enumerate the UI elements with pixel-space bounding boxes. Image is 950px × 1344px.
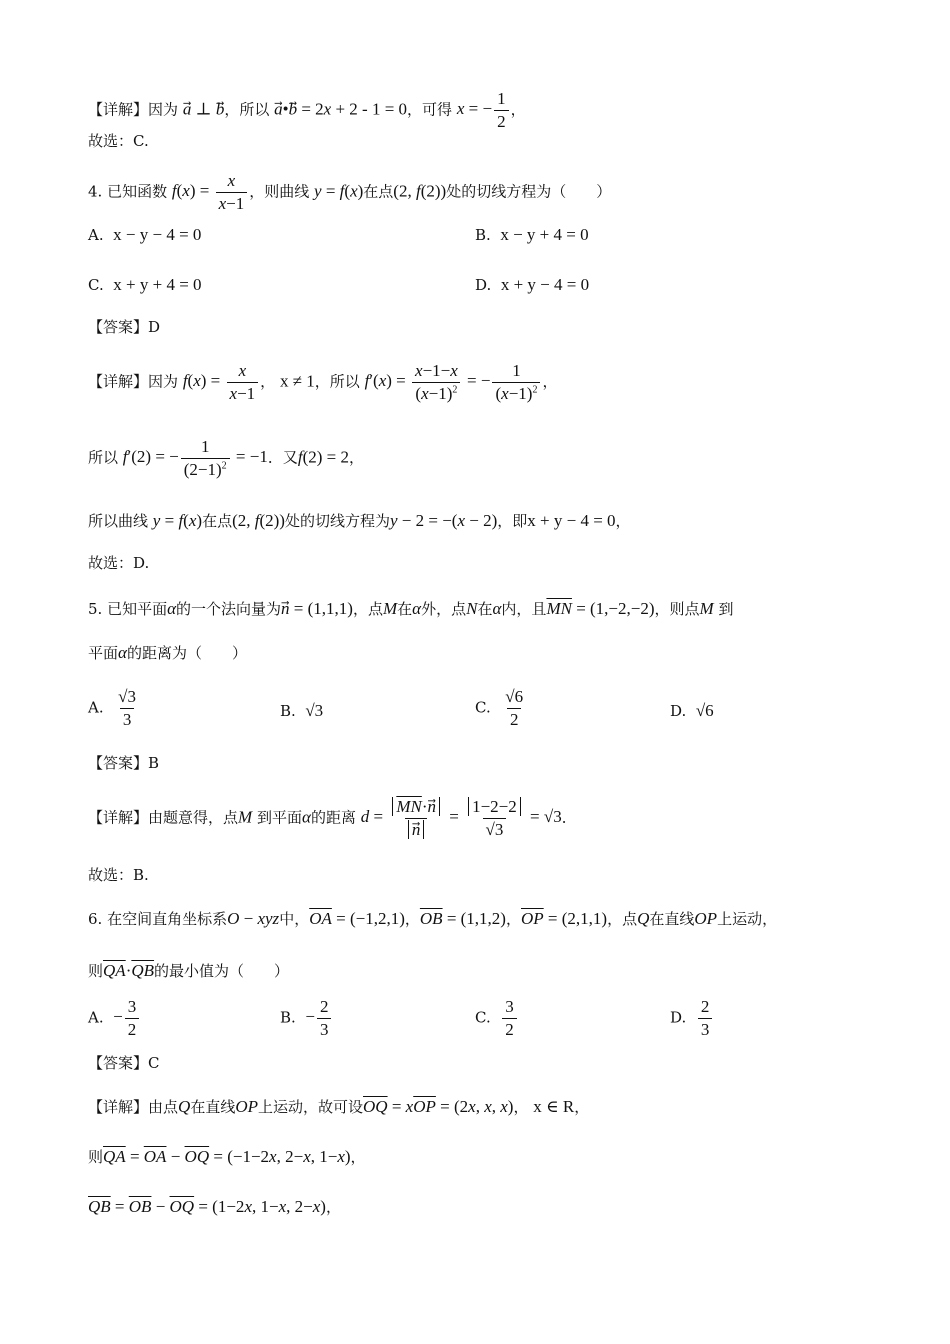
q5-stem-line2: 平面α的距离为（ ） xyxy=(88,643,247,662)
q3-detail-line: 【详解】因为 a⃗ ⊥ b，所以 a⃗•b⃗ = 2x + 2 - 1 = 0，可得 x = − $\frac{1}{2}$ ， xyxy=(88,89,526,131)
q5-conclusion: 故选：B. xyxy=(88,866,149,884)
q5-option-a[interactable]: A. $\frac{√3}{3}$ xyxy=(88,687,136,729)
q3-conclusion: 故选：C. xyxy=(88,132,149,150)
q5-answer: 【答案】B xyxy=(88,754,160,772)
q4-option-a[interactable]: A. x − y − 4 = 0 xyxy=(88,225,202,244)
function-def: f(x) = $\frac{x}{x-1}$ xyxy=(172,181,249,200)
q6-stem: 6. 在空间直角坐标系O − xyz中，$\overline{OA} = (-1,2,1)$，$\overline{OB} = (1,1,2)$，$\overline{OP} = (2,1,1)$，点Q在直线OP上运动， xyxy=(88,909,778,928)
x-solution: x = − $\frac{1}{2}$ xyxy=(457,99,511,118)
q4-detail-line2: 所以 f′(2) = − $\frac{1}{(2-1)^2}$ = −1．又f(2) = 2， xyxy=(88,437,365,479)
q6-answer: 【答案】C xyxy=(88,1054,160,1072)
q5-stem: 5. 已知平面α的一个法向量为n⃗ = (1,1,1)，点M在α外，点N在α内，且$\overline{MN} = (1,-2,-2)$，则点M 到 xyxy=(88,599,734,618)
q4-option-c[interactable]: C. x + y + 4 = 0 xyxy=(88,275,202,294)
q6-option-d[interactable]: D. $\frac{2}{3}$ xyxy=(670,998,714,1039)
derivative-expr: f′(x) = $\frac{x-1-x}{(x-1)^2}$ = − $\frac{1}{(x-1)^2}$ xyxy=(365,371,543,390)
q4-detail-line3: 所以曲线 y = f(x)在点(2, f(2))处的切线方程为y − 2 = −(x − 2)，即x + y − 4 = 0， xyxy=(88,511,631,530)
q4-option-b[interactable]: B. x − y + 4 = 0 xyxy=(475,225,589,244)
q6-option-c[interactable]: C. $\frac{3}{2}$ xyxy=(475,998,519,1039)
q4-answer: 【答案】D xyxy=(88,318,161,336)
q6-option-b[interactable]: B. − $\frac{2}{3}$ xyxy=(280,998,333,1039)
q6-detail-line1: 【详解】由点Q在直线OP上运动，故可设$\overline{OQ} = x\overline{OP} = (2x$, x, x)， x ∈ R， xyxy=(88,1097,590,1116)
q5-option-c[interactable]: C. $\frac{√6}{2}$ xyxy=(475,687,524,729)
q6-detail-line3: $\overline{QB} = \overline{OB} - \overline{OQ} = (1-2x$, 1−x, 2−x)， xyxy=(88,1197,341,1216)
detail-label: 【详解】 xyxy=(88,100,149,119)
q4-option-d[interactable]: D. x + y − 4 = 0 xyxy=(475,275,590,294)
q6-option-a[interactable]: A. − $\frac{3}{2}$ xyxy=(88,998,141,1039)
distance-formula: d = $\frac{\overline{MN}\cdot n}{n}$ = $\frac{1-2-2}{√3}$ = √3 xyxy=(360,797,562,839)
dot-product-expr: a⃗•b⃗ = 2x + 2 - 1 = 0 xyxy=(274,99,408,119)
perp-expr: a⃗ ⊥ b xyxy=(182,99,225,119)
q5-option-b[interactable]: B. √3 xyxy=(280,701,324,720)
q5-option-d[interactable]: D. √6 xyxy=(670,701,714,720)
q6-stem-line2: 则$\overline{QA}\cdot\overline{QB}$的最小值为（ ） xyxy=(88,961,290,980)
q6-detail-line2: 则$\overline{QA} = \overline{OA} - \overline{OQ} = (-1-2x$, 2−x, 1−x)， xyxy=(88,1147,366,1166)
q4-stem: 4. 已知函数 f(x) = $\frac{x}{x-1}$ ，则曲线 y = f(x)在点(2, f(2))处的切线方程为（ ） xyxy=(88,171,612,213)
q4-conclusion: 故选：D. xyxy=(88,554,150,572)
q5-detail: 【详解】由题意得，点M 到平面α的距离 d = $\frac{\overline{MN}\cdot n}{n}$ = $\frac{1-2-2}{√3}$ = √3． xyxy=(88,797,577,839)
q4-detail-line1: 【详解】因为 f(x) = $\frac{x}{x-1}$ ， x ≠ 1，所以 f′(x) = $\frac{x-1-x}{(x-1)^2}$ = − $\frac{1}{(x-1)^2}$ ， xyxy=(88,361,558,403)
